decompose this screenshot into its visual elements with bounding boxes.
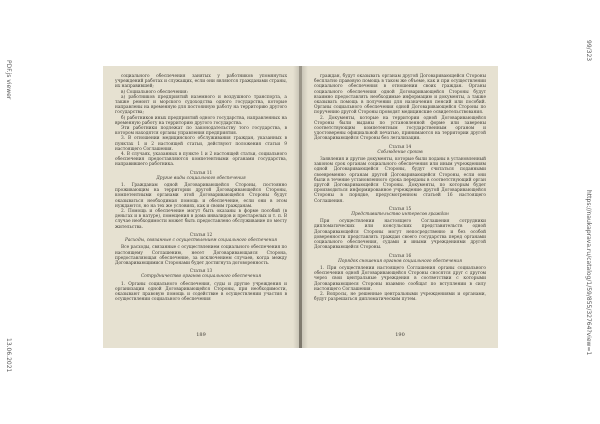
article-title: Сотрудничество органов социального обеспечения: [140, 274, 262, 280]
article-heading: Статья 12: [189, 232, 213, 238]
article-heading: Статья 13: [189, 269, 213, 275]
viewer-title: PDF.js viewer: [5, 60, 12, 100]
article-title: Порядок сношения органов социального обеспечения: [338, 258, 462, 264]
paragraph: Все расходы, связанные с осуществлением социального обеспечения по настоящему Соглашению, несет Договаривающаяся Сторона, предоставляющая обеспечение, за исключением случаев, когда между Договаривающимися Сторонами будет достигнута договоренность.: [115, 245, 287, 266]
paragraph: 3. В отношении медицинского обслуживания граждан, указанных в пунктах 1 и 2 настоящей статьи, действуют положения статьи 9 настоящего Соглашения.: [115, 136, 287, 152]
paragraph: 1. Гражданам одной Договаривающейся Стороны, постоянно проживающим на территории другой Договаривающейся Стороны, компетентными органами этой Договаривающейся Стороны будут оказываться необходимая помощь и обеспечение, если они в этом нуждаются, но на тех же условиях, как и своим гражданам.: [115, 183, 287, 209]
article-heading: Статья 14: [388, 144, 412, 150]
book-spread: [103, 66, 498, 348]
article-heading: Статья 16: [388, 253, 412, 259]
left-page-text: [115, 74, 287, 302]
paragraph: Эти работники подлежат по законодательству того государства, в котором находятся органы управления предприятия.: [115, 126, 287, 137]
article-title: Расходы, связанные с осуществлением социального обеспечения: [124, 238, 278, 244]
left-page: [103, 66, 299, 348]
paragraph: 1. Органы социального обеспечения, суды и другие учреждения и организации одной Договаривающейся Стороны, при необходимости, оказывают правовую помощь и содействие в осуществлении участия в осуществлении социального обеспечения: [115, 281, 287, 303]
left-page-number: 189: [196, 332, 206, 338]
paragraph: 2. Вопросы, не решенные центральными учреждениями и органами, будут разрешаться дипломатическим путем.: [314, 291, 486, 303]
right-page: [302, 66, 498, 348]
paragraph: 4. В случаях, указанных в пункте 1 и 2 настоящей статьи, социального обеспечения предоставляются компетентными органами государства, направившего работника.: [115, 152, 287, 168]
paragraph: 1. При осуществлении настоящего Соглашения органы социального обеспечения одной Договаривающейся Стороны сносятся друг с другом через свои центральные учреждения в соответствии с которыми Договаривающиеся Стороны взаимно сообщат по вступлении в силу настоящего Соглашения.: [314, 265, 486, 292]
article-heading: Статья 11: [189, 170, 213, 176]
article-title: Соблюдение сроков: [377, 149, 423, 155]
paragraph: социального обеспечения занятых у работников упомянутых учреждений работах и служащих, если они являются гражданами страны, их направившей;: [115, 74, 287, 90]
paragraph: б) работников иных предприятий одного государства, направленных на временную работу на территорию другого государства.: [115, 115, 287, 126]
paragraph: в) Социального обеспечения:: [121, 89, 189, 95]
article-title: Другие виды социального обеспечения: [156, 175, 246, 181]
article-heading: Статья 15: [388, 206, 412, 212]
right-page-number: 190: [395, 332, 405, 338]
page-url: https://naukaprava.ru/catalog/1/59/855/32764?view=1: [585, 190, 592, 356]
paragraph: 2. Документы, которые на территории одной Договаривающейся Стороны были выданы по установленной форме или заверены соответствующим компетентным государственным органом и удостоверены официальной печатью, принимаются на территории другой Договаривающейся Стороны без легализации.: [314, 115, 486, 142]
paragraph: Заявления и другие документы, которые были поданы в установленный законом срок органам социального обеспечения или иным учреждениям одной Договаривающейся Стороны, будут считаться поданными своевременно органам другой Договаривающейся Стороны, если они были в течение установленного срока переданы в соответствующий орган другой Договаривающейся Стороны. Документы, по которым будет производиться информированное учреждение другой Договаривающейся Стороны в порядке, предусмотренном статьей 16 настоящего Соглашения.: [314, 157, 486, 204]
page-counter: 99/323: [585, 40, 592, 62]
paragraph: а) работников предприятий наземного и воздушного транспорта, а также ремонт и морского судоходства одного государства, которые направлены на временную для постоянную работу на территорию другого государства;: [115, 94, 287, 116]
print-date: 13.06.2021: [5, 338, 12, 373]
article-title: Представительство интересов граждан: [351, 212, 449, 218]
page-shadow: [302, 66, 308, 348]
paragraph: граждан, будут оказывать органам другой Договаривающейся Стороны бесплатно правовую помощь в таком же объеме, как и при осуществлении социального обеспечения в отношении своих граждан. Органы социального обеспечения одной Договаривающейся Стороны будут взаимно предоставлять необходимые информацию и документы, а также оказывать помощь в получении для назначения пенсий или пособий. Органы социального обеспечения одной Договаривающейся Стороны по поручению другой Стороны проводят медицинские освидетельствования.: [314, 74, 486, 116]
right-page-text: [314, 74, 486, 302]
paragraph: При осуществлении настоящего Соглашения сотрудники дипломатических или консульских представительств одной Договаривающейся Стороны могут непосредственно и без особой доверенности представлять граждан своего государства перед органами социального обеспечения, судами и иными учреждениями другой Договаривающейся Стороны.: [314, 219, 486, 251]
paragraph: 2. Помощь и обеспечение могут быть оказаны в форме пособий (в деньгах и в натуре), помещения в дома инвалидов и престарелых и т. п. В случае необходимости может быть предоставлено обслуживание по месту жительства.: [115, 209, 287, 230]
